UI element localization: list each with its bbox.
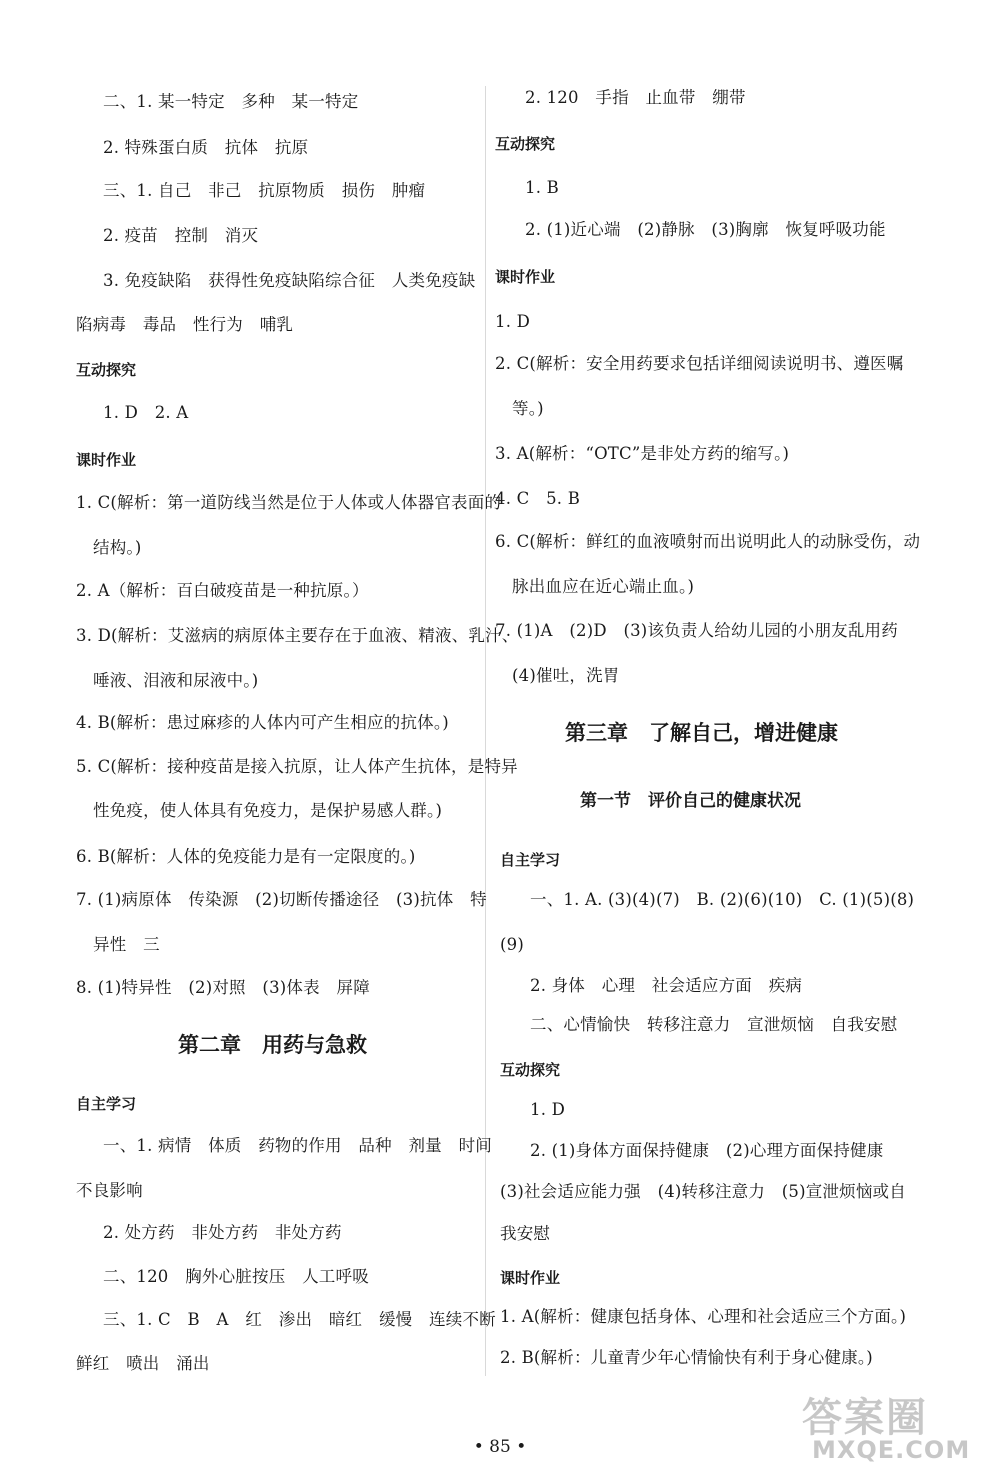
answer-line: 二、120 胸外心脏按压 人工呼吸 [103,1267,369,1286]
answer-line: 7. (1)A (2)D (3)该负责人给幼儿园的小朋友乱用药 [495,621,898,640]
answer-line: 二、心情愉快 转移注意力 宣泄烦恼 自我安慰 [530,1015,898,1034]
answer-line: 1. C(解析：第一道防线当然是位于人体或人体器官表面的 [76,493,502,512]
answer-line: 三、1. C B A 红 渗出 暗红 缓慢 连续不断 [103,1310,496,1329]
watermark-title: 答案圈 [802,1395,928,1441]
answer-line: 5. C(解析：接种疫苗是接入抗原，让人体产生抗体，是特异 [76,757,518,776]
answer-line: 脉出血应在近心端止血。) [512,577,695,596]
chapter-title: 第三章 了解自己，增进健康 [565,721,838,745]
answer-line: 2. 处方药 非处方药 非处方药 [103,1223,342,1242]
answer-line: 1. A(解析：健康包括身体、心理和社会适应三个方面。) [500,1307,907,1326]
answer-line: (9) [500,935,524,954]
section-heading: 课时作业 [500,1269,561,1287]
answer-line: 3. D(解析：艾滋病的病原体主要存在于血液、精液、乳汁、 [76,626,519,645]
answer-line: 陷病毒 毒品 性行为 哺乳 [76,315,294,334]
answer-line: 1. D [495,312,531,331]
answer-line: 3. A(解析：“OTC”是非处方药的缩写。) [495,444,790,463]
answer-line: 二、1. 某一特定 多种 某一特定 [103,92,359,111]
answer-line: 鲜红 喷出 涌出 [76,1354,210,1373]
section-title: 第一节 评价自己的健康状况 [580,791,801,811]
answer-line: (3)社会适应能力强 (4)转移注意力 (5)宣泄烦恼或自 [500,1182,906,1201]
answer-line: 2. 身体 心理 社会适应方面 疾病 [530,976,803,995]
answer-line: 3. 免疫缺陷 获得性免疫缺陷综合征 人类免疫缺 [103,271,476,290]
answer-line: 三、1. 自己 非己 抗原物质 损伤 肿瘤 [103,181,426,200]
answer-line: 1. D [530,1100,566,1119]
answer-line: 唾液、泪液和尿液中。) [93,671,259,690]
section-heading: 课时作业 [495,268,556,286]
section-heading: 互动探究 [495,135,556,153]
answer-line: 一、1. 病情 体质 药物的作用 品种 剂量 时间 [103,1136,492,1155]
answer-line: 4. B(解析：患过麻疹的人体内可产生相应的抗体。) [76,713,449,732]
answer-line: 2. A（解析：百白破疫苗是一种抗原。） [76,581,369,600]
answer-line: 一、1. A. (3)(4)(7) B. (2)(6)(10) C. (1)(5)(8) [530,890,915,909]
watermark-url: MXQE.COM [812,1436,971,1464]
answer-line: 6. B(解析：人体的免疫能力是有一定限度的。) [76,847,416,866]
answer-line: 性免疫，使人体具有免疫力，是保护易感人群。) [93,801,443,820]
answer-line: 2. B(解析：儿童青少年心情愉快有利于身心健康。) [500,1348,873,1367]
answer-line: 1. B [525,178,559,197]
page-number: • 85 • [473,1437,527,1457]
section-heading: 互动探究 [76,361,137,379]
answer-line: 结构。) [93,538,142,557]
answer-line: 4. C 5. B [495,489,581,508]
answer-line: 7. (1)病原体 传染源 (2)切断传播途径 (3)抗体 特 [76,890,487,909]
answer-line: 2. (1)身体方面保持健康 (2)心理方面保持健康 [530,1141,884,1160]
answer-line: 2. 120 手指 止血带 绷带 [525,88,746,107]
answer-line: 异性 三 [93,935,160,954]
answer-line: 2. 疫苗 控制 消灭 [103,226,259,245]
section-heading: 互动探究 [500,1061,561,1079]
answer-line: 1. D 2. A [103,403,189,422]
answer-line: 等。) [512,399,544,418]
section-heading: 自主学习 [500,851,561,869]
answer-line: 2. (1)近心端 (2)静脉 (3)胸廓 恢复呼吸功能 [525,220,886,239]
watermark-logo [792,1386,982,1468]
answer-line: 6. C(解析：鲜红的血液喷射而出说明此人的动脉受伤，动 [495,532,921,551]
answer-line: 不良影响 [76,1181,143,1200]
answer-line: 2. 特殊蛋白质 抗体 抗原 [103,138,309,157]
section-heading: 课时作业 [76,451,137,469]
answer-line: 8. (1)特异性 (2)对照 (3)体表 屏障 [76,978,370,997]
column-divider [485,86,486,1376]
answer-line: 2. C(解析：安全用药要求包括详细阅读说明书、遵医嘱 [495,354,904,373]
answer-line: (4)催吐，洗胃 [512,666,620,685]
answer-line: 我安慰 [500,1224,551,1243]
chapter-title: 第二章 用药与急救 [178,1033,367,1057]
section-heading: 自主学习 [76,1095,137,1113]
